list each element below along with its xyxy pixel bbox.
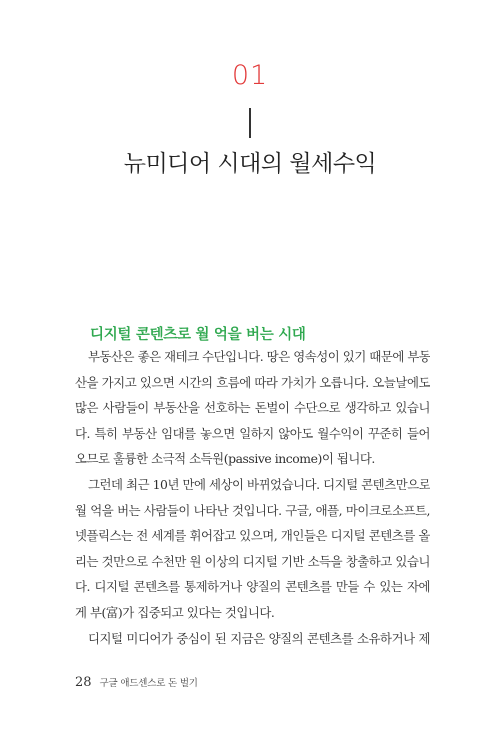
body-text xyxy=(75,344,430,651)
page-number: 28 xyxy=(75,675,92,690)
body-line: 많은 사람들이 부동산을 선호하는 돈벌이 수단으로 생각하고 있습니 xyxy=(75,400,430,416)
body-line: 게 부(富)가 집중되고 있다는 것입니다. xyxy=(75,604,275,620)
chapter-title: 뉴미디어 시대의 월세수익 xyxy=(123,151,377,177)
body-line: 그런데 최근 10년 만에 세상이 바뀌었습니다. 디지털 콘텐츠만으로 xyxy=(88,476,430,492)
chapter-divider xyxy=(249,108,251,138)
footer xyxy=(75,675,198,690)
chapter-number: 01 xyxy=(231,60,269,91)
body-line: 산을 가지고 있으면 시간의 흐름에 따라 가치가 오릅니다. 오늘날에도 xyxy=(75,374,430,390)
body-line: 부동산은 좋은 재테크 수단입니다. 땅은 영속성이 있기 때문에 부동 xyxy=(88,349,430,364)
section-heading: 디지털 콘텐츠로 월 억을 버는 시대 xyxy=(90,327,306,343)
running-title: 구글 애드센스로 돈 벌기 xyxy=(99,678,198,689)
body-line: 다. 디지털 콘텐츠를 통제하거나 양질의 콘텐츠를 만들 수 있는 자에 xyxy=(75,579,430,595)
body-line: 리는 것만으로 수천만 원 이상의 디지털 기반 소득을 창출하고 있습니 xyxy=(75,553,430,569)
body-line: 디지털 미디어가 중심이 된 지금은 양질의 콘텐츠를 소유하거나 제 xyxy=(88,630,430,646)
body-line: 다. 특히 부동산 임대를 놓으면 일하지 않아도 월수익이 꾸준히 들어 xyxy=(75,425,430,441)
body-line: 오므로 훌륭한 소극적 소득원(passive income)이 됩니다. xyxy=(75,451,375,467)
body-line: 넷플릭스는 전 세계를 휘어잡고 있으며, 개인들은 디지털 콘텐츠를 올 xyxy=(75,528,430,544)
body-line: 월 억을 버는 사람들이 나타난 것입니다. 구글, 애플, 마이크로소프트, xyxy=(75,502,430,518)
